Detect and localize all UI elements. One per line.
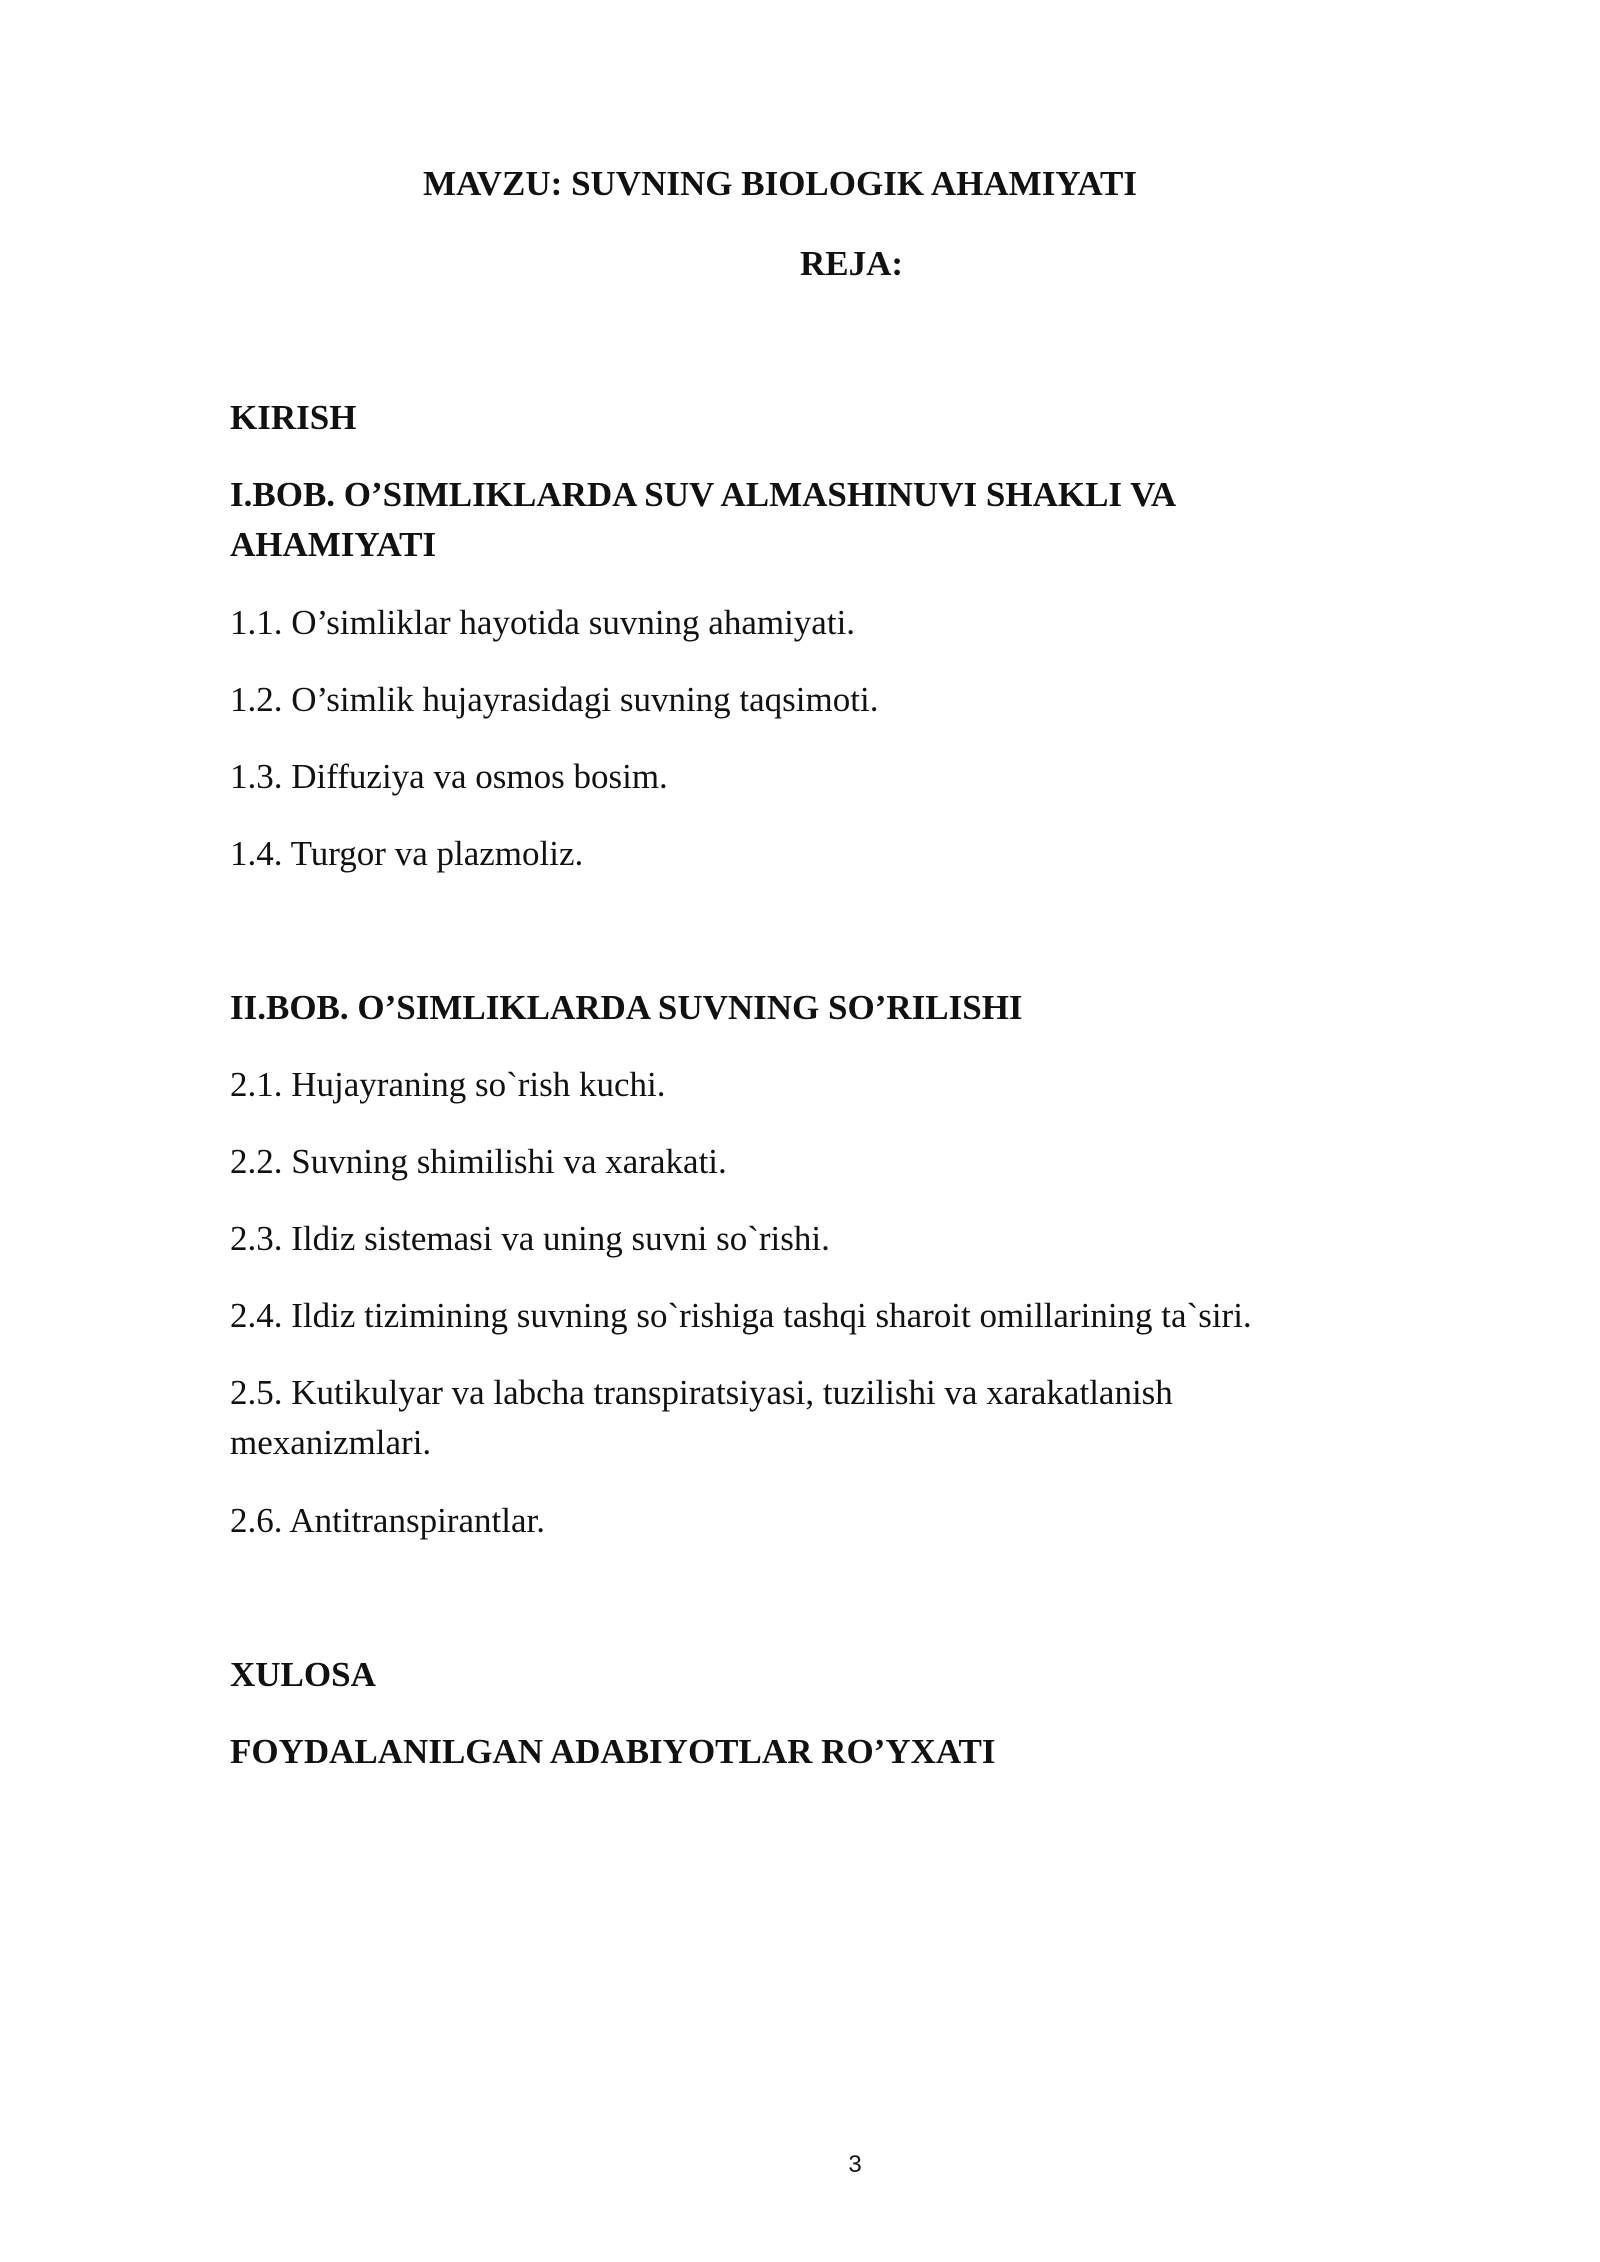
chapter2-item: 2.4. Ildiz tizimining suvning so`rishiga tashqi sharoit omillarining ta`siri. [230,1296,1252,1335]
references-heading: FOYDALANILGAN ADABIYOTLAR RO’YXATI [230,1732,996,1771]
chapter2-item: 2.2. Suvning shimilishi va xarakati. [230,1142,727,1181]
chapter2-item: 2.3. Ildiz sistemasi va uning suvni so`rishi. [230,1219,830,1258]
chapter2-heading: II.BOB. O’SIMLIKLARDA SUVNING SO’RILISHI [230,988,1023,1027]
conclusion-heading: XULOSA [230,1655,376,1694]
chapter2-item: 2.6. Antitranspirantlar. [230,1501,545,1540]
plan-heading: REJA: [800,244,904,283]
page-number: 3 [848,2151,862,2178]
chapter1-item: 1.3. Diffuziya va osmos bosim. [230,757,668,796]
chapter1-item: 1.4. Turgor va plazmoliz. [230,834,584,873]
chapter2-item: 2.1. Hujayraning so`rish kuchi. [230,1065,666,1104]
chapter1-item: 1.1. O’simliklar hayotida suvning ahamiyati. [230,603,856,642]
topic-title: MAVZU: SUVNING BIOLOGIK AHAMIYATI [422,164,1138,203]
chapter1-item: 1.2. O’simlik hujayrasidagi suvning taqsimoti. [230,680,879,719]
intro-heading: KIRISH [230,398,357,437]
chapter1-heading: I.BOB. O’SIMLIKLARDA SUV ALMASHINUVI SHAKLI VA AHAMIYATI [230,475,1175,564]
chapter2-item: 2.5. Kutikulyar va labcha transpiratsiyasi, tuzilishi va xarakatlanish mexanizmlari. [230,1373,1173,1462]
